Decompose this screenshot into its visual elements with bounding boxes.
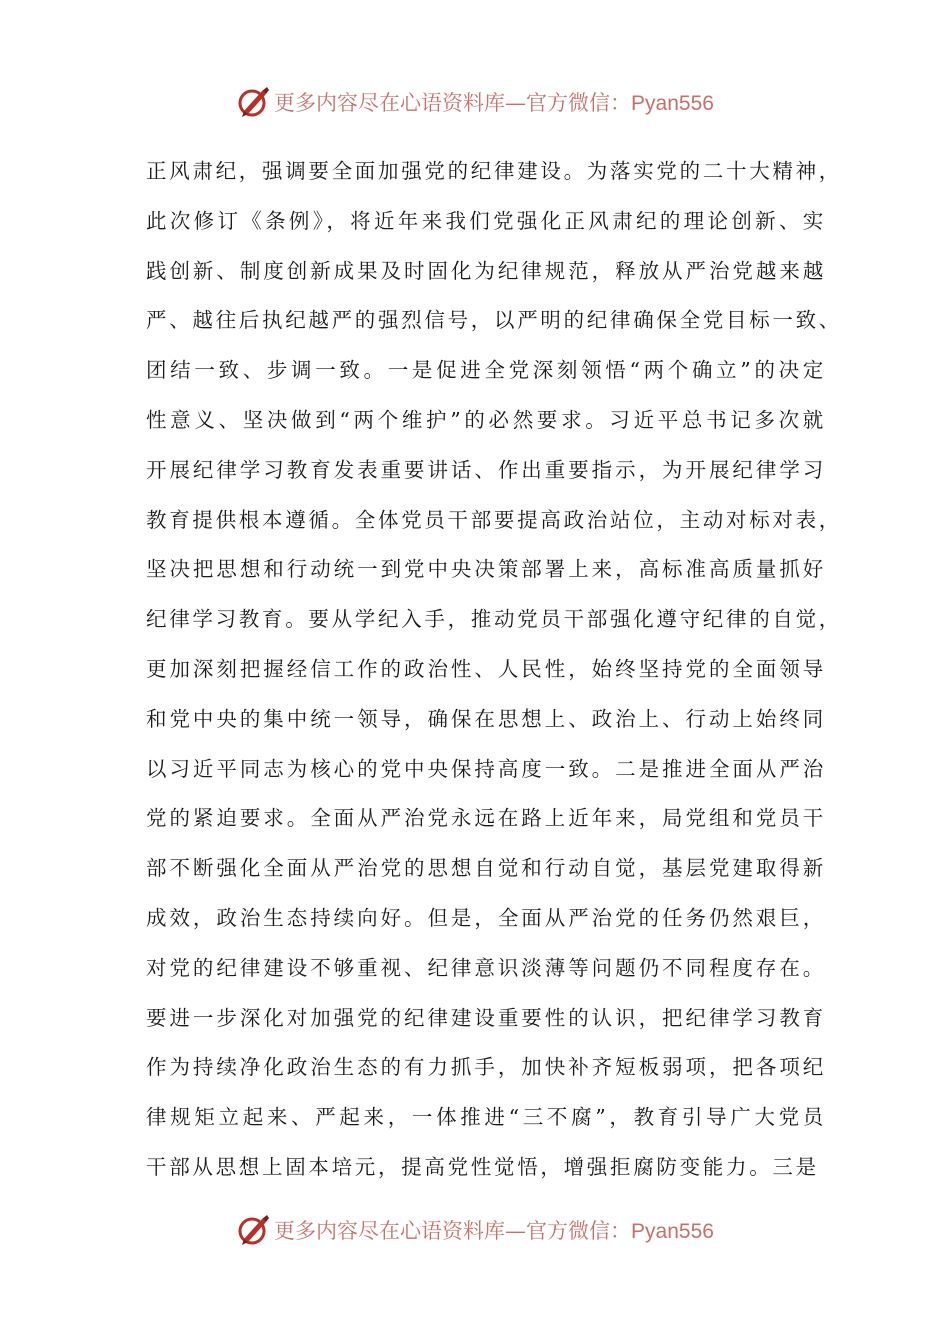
text-line: 更加深刻把握经信工作的政治性、人民性，始终坚持党的全面领导 [146, 656, 826, 681]
text-line: 干部从思想上固本培元，提高党性觉悟，增强拒腐防变能力。三是 [146, 1154, 819, 1179]
text-line: 开展纪律学习教育发表重要讲话、作出重要指示，为开展纪律学习 [146, 457, 826, 482]
text-line: 党的紧迫要求。全面从严治党永远在路上近年来，局党组和党员干 [146, 806, 826, 831]
text-line: 此次修订《条例》，将近年来我们党强化正风肃纪的理论创新、实 [146, 208, 826, 233]
text-line: 纪律学习教育。要从学纪入手，推动党员干部强化遵守纪律的自觉， [146, 607, 842, 632]
text-line: 部不断强化全面从严治党的思想自觉和行动自觉，基层党建取得新 [146, 856, 826, 881]
banner-text [274, 87, 714, 117]
pen-logo-icon [236, 85, 270, 119]
text-line: 正风肃纪，强调要全面加强党的纪律建设。为落实党的二十大精神， [146, 159, 842, 183]
text-line: 性意义、坚决做到“两个维护”的必然要求。习近平总书记多次就 [146, 407, 826, 432]
text-line: 团结一致、步调一致。一是促进全党深刻领悟“两个确立”的决定 [146, 358, 826, 383]
banner-wechat-id: Pyan556 [631, 1220, 714, 1243]
banner-text [274, 1215, 714, 1245]
text-line: 对党的纪律建设不够重视、纪律意识淡薄等问题仍不同程度存在。 [146, 955, 826, 980]
text-line: 坚决把思想和行动统一到党中央决策部署上来，高标准高质量抓好 [146, 557, 826, 582]
banner-wechat-id: Pyan556 [631, 92, 714, 115]
text-line: 作为持续净化政治生态的有力抓手，加快补齐短板弱项，把各项纪 [146, 1055, 826, 1080]
text-line: 践创新、制度创新成果及时固化为纪律规范，释放从严治党越来越 [146, 258, 826, 283]
pen-logo-icon [236, 1213, 270, 1247]
document-body [146, 147, 842, 1193]
footer-banner [0, 1210, 950, 1250]
text-line: 和党中央的集中统一领导，确保在思想上、政治上、行动上始终同 [146, 706, 826, 731]
banner-label: 更多内容尽在心语资料库—官方微信： [274, 1219, 632, 1243]
text-line: 严、越往后执纪越严的强烈信号，以严明的纪律确保全党目标一致、 [146, 308, 842, 333]
text-line: 以习近平同志为核心的党中央保持高度一致。二是推进全面从严治 [146, 756, 826, 781]
text-line: 律规矩立起来、严起来，一体推进“三不腐”，教育引导广大党员 [146, 1105, 826, 1130]
banner-label: 更多内容尽在心语资料库—官方微信： [274, 91, 632, 115]
text-line: 要进一步深化对加强党的纪律建设重要性的认识，把纪律学习教育 [146, 1005, 826, 1030]
text-line: 成效，政治生态持续向好。但是，全面从严治党的任务仍然艰巨， [146, 905, 826, 930]
header-banner [0, 82, 950, 122]
text-line: 教育提供根本遵循。全体党员干部要提高政治站位，主动对标对表， [146, 507, 842, 532]
